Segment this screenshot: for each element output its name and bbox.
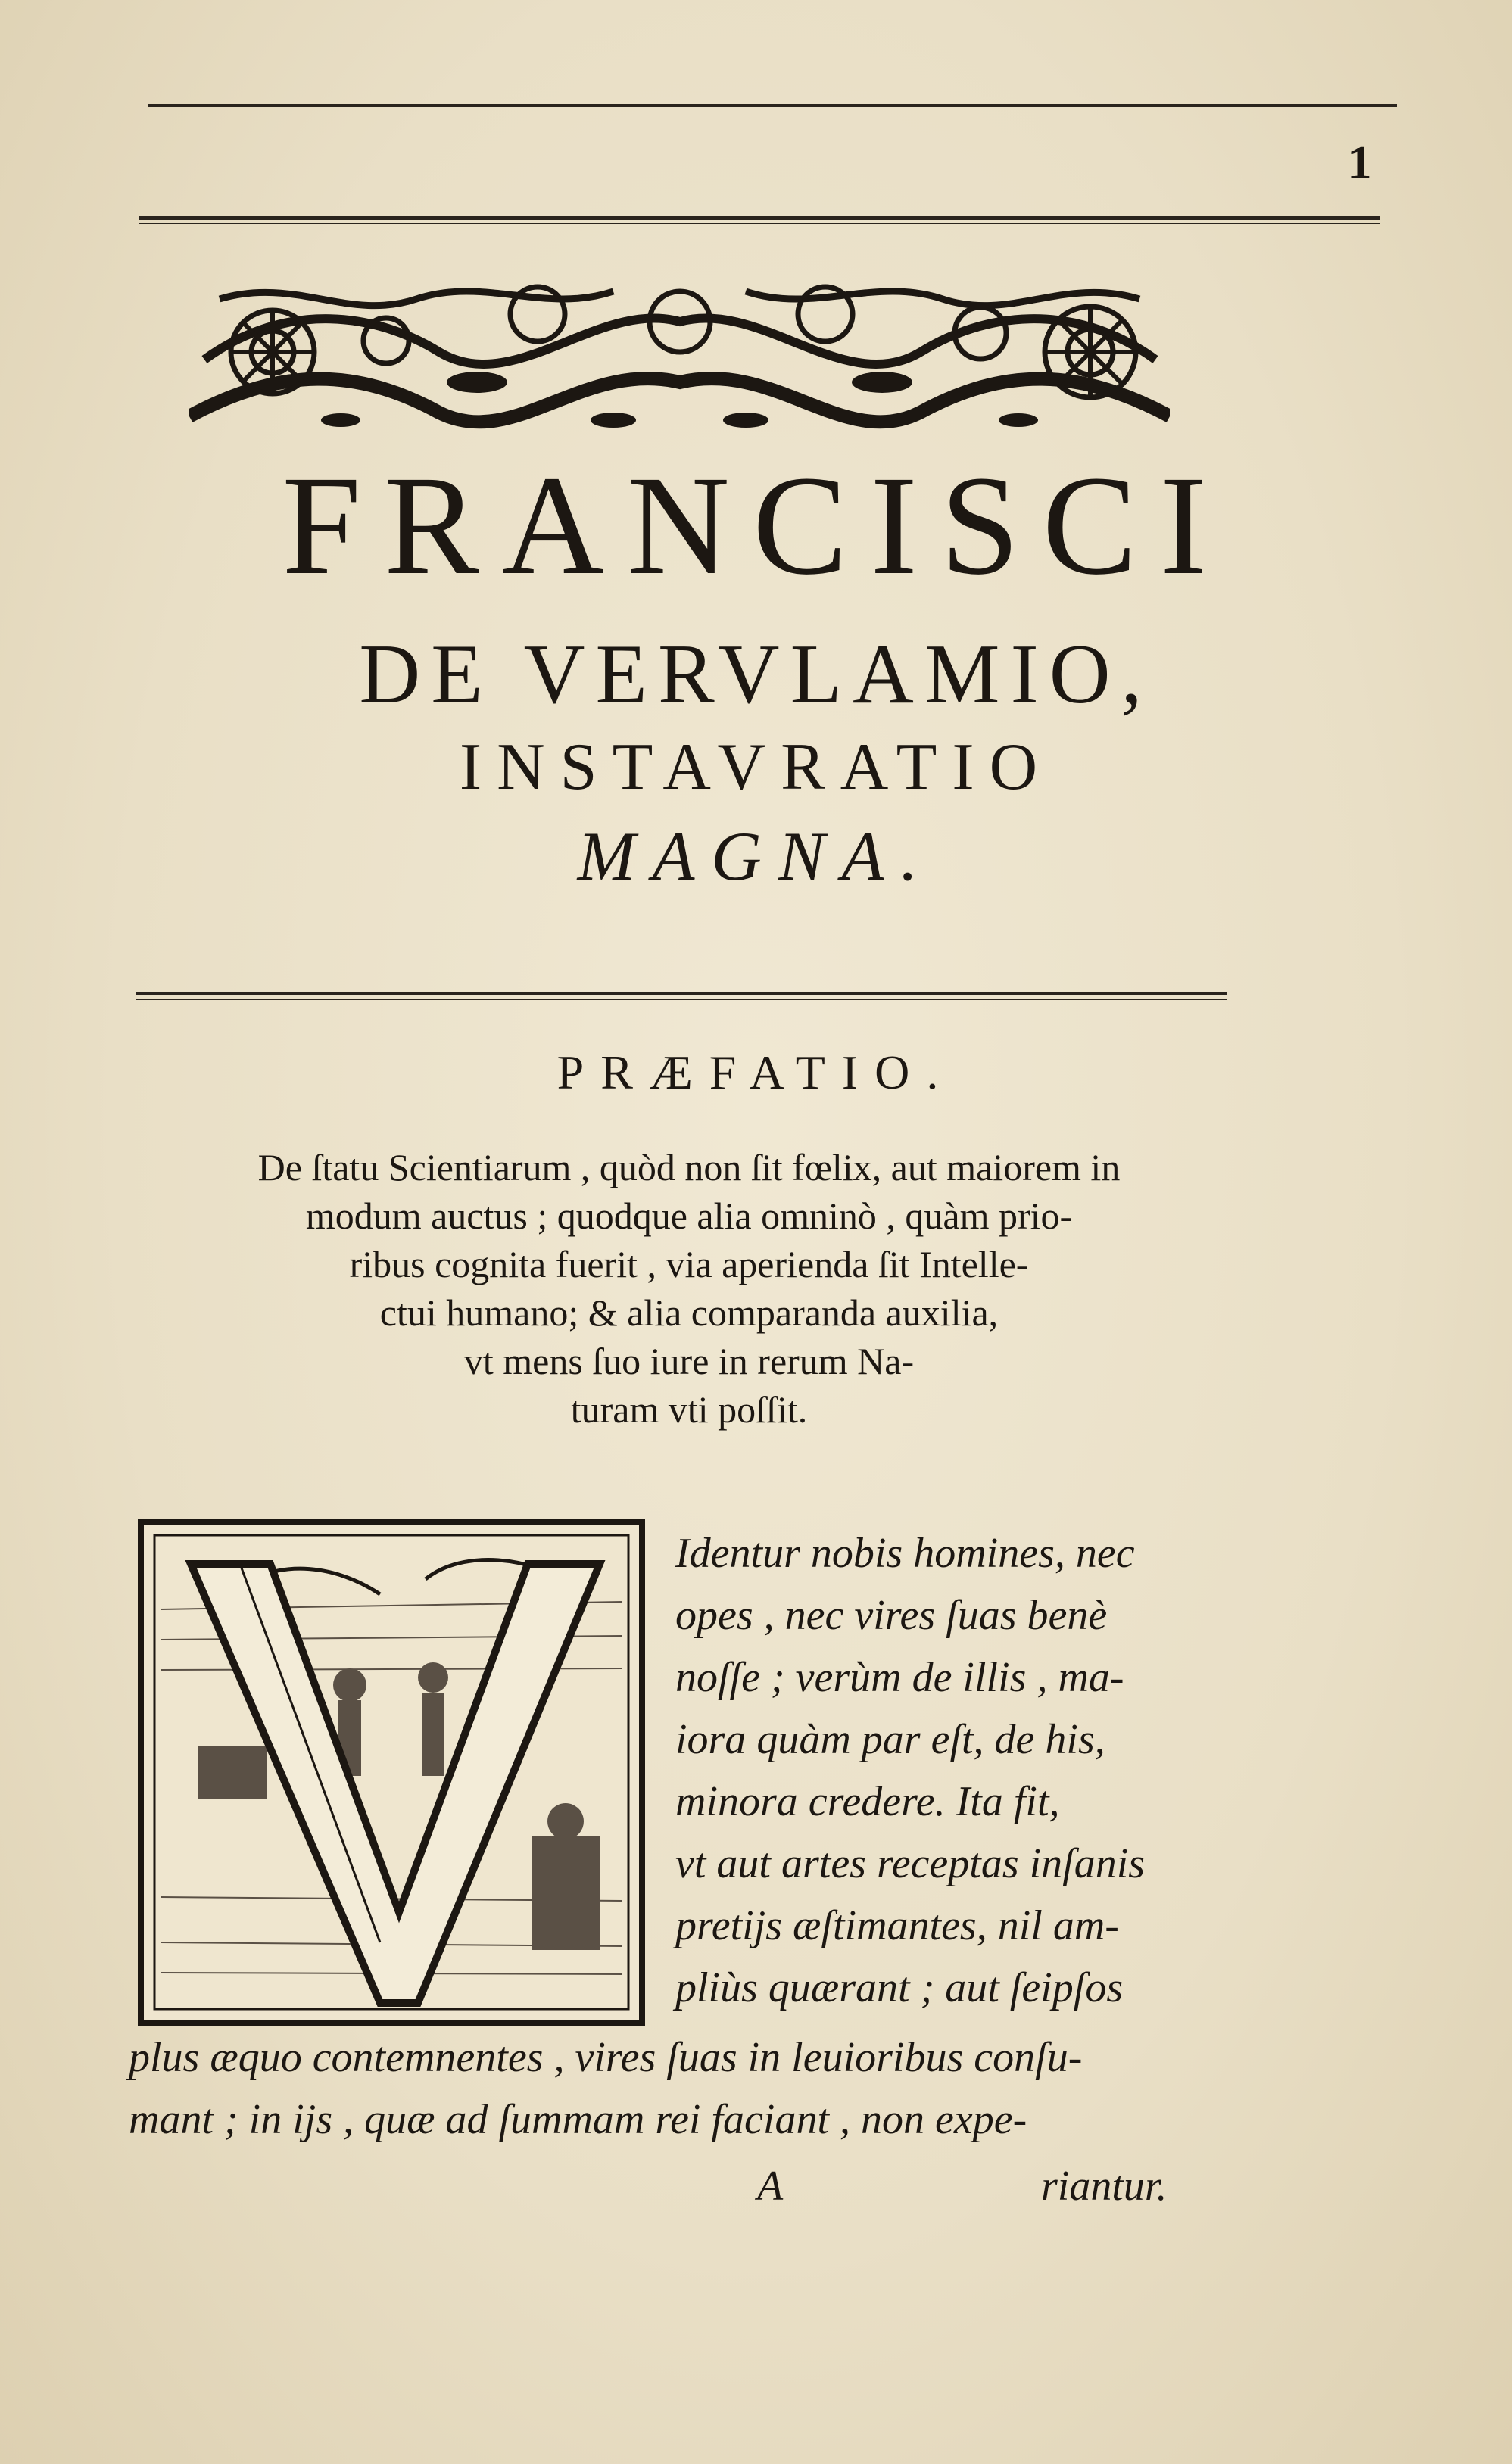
body-line: mant ; in ijs , quæ ad ſummam rei faciant , non expe-: [129, 2096, 1027, 2143]
body-line: minora credere. Ita fit,: [675, 1778, 1060, 1825]
summary-line: ctui humano; & alia comparanda auxilia,: [379, 1291, 999, 1334]
title-line-3: INSTAVRATIO: [459, 730, 1053, 804]
top-rule: [148, 104, 1397, 107]
summary-line: vt mens ſuo iure in rerum Na-: [463, 1340, 915, 1382]
page-number: 1: [1348, 137, 1372, 188]
title-line-2: DE VERVLAMIO,: [359, 628, 1153, 721]
body-line: iora quàm par eſt, de his,: [675, 1716, 1105, 1763]
body-line: opes , nec vires ſuas benè: [675, 1592, 1108, 1639]
signature-mark: A: [757, 2163, 784, 2210]
header-rule-thin: [139, 223, 1380, 224]
summary-line: De ſtatu Scientiarum , quòd non ſit fœlix, aut maiorem in: [257, 1146, 1121, 1188]
title-line-1: FRANCISCI: [282, 446, 1230, 604]
body-line: vt aut artes receptas inſanis: [675, 1840, 1146, 1887]
body-line: Identur nobis homines, nec: [675, 1530, 1135, 1577]
summary-line: ribus cognita fuerit , via aperienda ſit Intelle-: [349, 1243, 1029, 1285]
catchword: riantur.: [1041, 2163, 1168, 2210]
body-line: pretijs æſtimantes, nil am-: [675, 1902, 1119, 1949]
floral-headpiece-ornament: [189, 269, 1170, 444]
summary-line: turam vti poſſit.: [570, 1388, 808, 1431]
preface-heading: PRÆFATIO.: [556, 1045, 956, 1099]
woodcut-initial-v: [138, 1519, 645, 2026]
section-rule: [136, 992, 1227, 995]
chapter-summary: [76, 1143, 1302, 1434]
body-line: noſſe ; verùm de illis , ma-: [675, 1654, 1124, 1701]
title-line-4: MAGNA.: [577, 818, 935, 895]
summary-line: modum auctus ; quodque alia omninò , quàm prio-: [305, 1195, 1073, 1237]
header-rule: [139, 216, 1380, 220]
section-rule-thin: [136, 999, 1227, 1000]
body-line: pliùs quærant ; aut ſeipſos: [675, 1964, 1124, 2011]
body-line: plus æquo contemnentes , vires ſuas in leuioribus conſu-: [129, 2034, 1083, 2081]
